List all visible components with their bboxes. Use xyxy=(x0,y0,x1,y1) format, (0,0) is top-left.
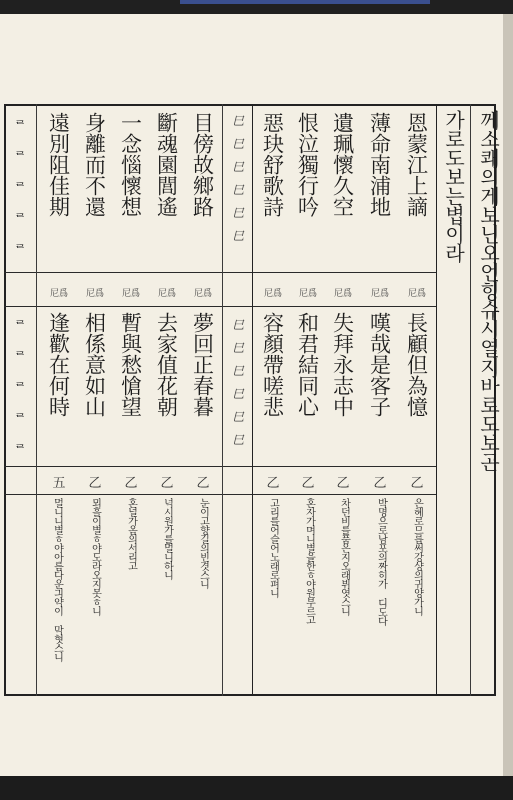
divider-title-2 xyxy=(470,104,471,696)
poem-col-7: 斷魂園閭遙 xyxy=(154,112,179,217)
page-title: 께소쾌의게보닌오언힝슈시열지바로도보곤 xyxy=(476,110,501,471)
note-6: 눈이고향길의빈겻스니 xyxy=(197,498,209,588)
note-2: 박명으로남포의짜히가 디도다 xyxy=(375,498,387,625)
poem-col-6: 目傍故鄉路 xyxy=(190,112,215,217)
note-3: 차던비를품은지오래뷔엿스니 xyxy=(338,498,350,615)
note-7: 넉시원가를멀니하니 xyxy=(161,498,173,579)
poem-reading-5: 容顏帶嗟悲 xyxy=(260,312,285,417)
poem-col-1: 恩蒙江上謫 xyxy=(404,112,429,217)
note-1: 은혜로므릅써강샹의귀양가니 xyxy=(411,498,423,615)
divider-title xyxy=(436,104,437,696)
tone-mark-9: 乙 xyxy=(88,476,102,491)
poem-reading-8: 暫與愁愴望 xyxy=(118,312,143,417)
rhyme-mark-1: 尼爲 xyxy=(407,289,426,299)
poem-reading-6: 夢回正春暮 xyxy=(190,312,215,417)
tone-mark-1: 乙 xyxy=(410,476,424,491)
poem-reading-4: 和君結同心 xyxy=(295,312,320,417)
divider-center xyxy=(252,104,253,696)
index-column-lower: ᄅ ᄅ ᄅ ᄅ ᄅ xyxy=(13,320,27,459)
tone-mark-4: 乙 xyxy=(301,476,315,491)
poem-reading-7: 去家值花朝 xyxy=(154,312,179,417)
rule-upper xyxy=(4,272,436,273)
repeat-marks-lower: 巳 巳 巳 巳 巳 巳 xyxy=(231,318,244,447)
divider-left xyxy=(36,104,37,696)
rhyme-mark-9: 尼爲 xyxy=(85,289,104,299)
scan-bottom-edge xyxy=(0,776,513,800)
poem-reading-9: 相係意如山 xyxy=(82,312,107,417)
rhyme-mark-6: 尼爲 xyxy=(193,289,212,299)
note-10: 멀니니별ㅎ야아름다운긔약이 막혓스니 xyxy=(51,498,63,661)
page-subtitle: 가로도보는볍이라 xyxy=(441,110,466,262)
rule-middle xyxy=(4,466,436,467)
poem-col-2: 薄命南浦地 xyxy=(367,112,392,217)
repeat-marks-upper: 巳 巳 巳 巳 巳 巳 xyxy=(231,114,244,243)
rhyme-mark-5: 尼爲 xyxy=(263,289,282,299)
poem-reading-3: 失拜永志中 xyxy=(330,312,355,417)
poem-col-5: 惡玦舒歌詩 xyxy=(260,112,285,217)
tone-mark-7: 乙 xyxy=(160,476,174,491)
rhyme-mark-7: 尼爲 xyxy=(157,289,176,299)
poem-col-8: 一念惱懷想 xyxy=(118,112,143,217)
rhyme-mark-4: 尼爲 xyxy=(298,289,317,299)
rule-rhyme xyxy=(4,306,436,307)
rhyme-mark-10: 尼爲 xyxy=(49,289,68,299)
poem-col-3: 遺珮懷久空 xyxy=(330,112,355,217)
tone-mark-10: 五 xyxy=(52,476,66,491)
index-column-upper: ᄅ ᄅ ᄅ ᄅ ᄅ xyxy=(13,120,27,259)
rhyme-mark-2: 尼爲 xyxy=(370,289,389,299)
tone-mark-5: 乙 xyxy=(266,476,280,491)
tone-mark-3: 乙 xyxy=(336,476,350,491)
tone-mark-6: 乙 xyxy=(196,476,210,491)
scan-top-tab xyxy=(180,0,430,4)
poem-reading-1: 長顧但為憶 xyxy=(404,312,429,417)
poem-reading-2: 嘆哉是客子 xyxy=(367,312,392,417)
rhyme-mark-3: 尼爲 xyxy=(333,289,352,299)
rule-notes xyxy=(4,494,436,495)
note-4: 혼자가며니별을한ㅎ야원부르고 xyxy=(303,498,315,624)
tone-mark-8: 乙 xyxy=(124,476,138,491)
tone-mark-2: 乙 xyxy=(373,476,387,491)
divider-center-2 xyxy=(222,104,223,696)
poem-reading-10: 逢歡在何時 xyxy=(46,312,71,417)
rhyme-mark-8: 尼爲 xyxy=(121,289,140,299)
book-spine xyxy=(503,14,513,776)
note-9: 뫼흘이별ㅎ야도라오지못ㅎ니 xyxy=(89,498,101,615)
poem-col-4: 恨泣獨行吟 xyxy=(295,112,320,217)
note-8: 혼널가옴의서리고 xyxy=(125,498,137,570)
poem-col-10: 遠別阻佳期 xyxy=(46,112,71,217)
note-5: 고리를어슬어노래로펴니 xyxy=(267,498,279,597)
poem-col-9: 身離而不還 xyxy=(82,112,107,217)
